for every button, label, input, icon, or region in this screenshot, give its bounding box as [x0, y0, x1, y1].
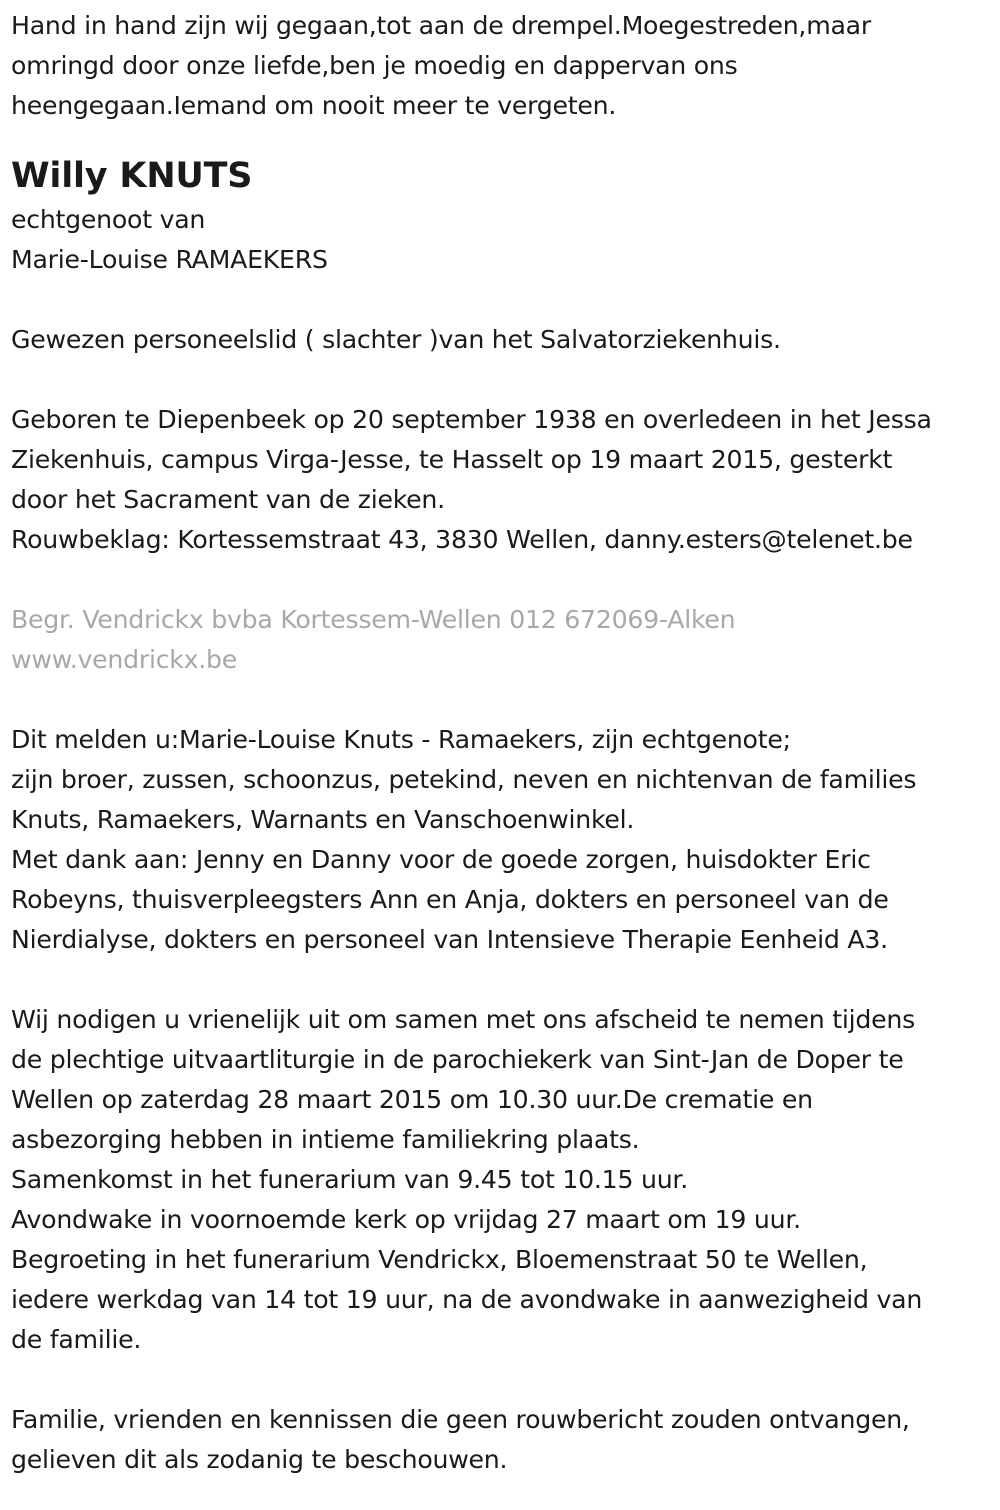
thanks-line: Nierdialyse, dokters en personeel van Intensieve Therapie Eenheid A3.: [11, 925, 888, 954]
deceased-block: [11, 152, 992, 280]
ceremony-line: de familie.: [11, 1325, 142, 1354]
ceremony-line: asbezorging hebben in intieme familiekring plaats.: [11, 1125, 640, 1154]
ceremony-line: Begroeting in het funerarium Vendrickx, Bloemenstraat 50 te Wellen,: [11, 1245, 868, 1274]
deceased-name: Willy KNUTS: [11, 156, 253, 196]
undertaker-block: [11, 600, 992, 680]
ceremony-line: Wellen op zaterdag 28 maart 2015 om 10.30 uur.De crematie en: [11, 1085, 813, 1114]
announcement-line: zijn broer, zussen, schoonzus, petekind, neven en nichtenvan de families: [11, 765, 917, 794]
ceremony-line: Wij nodigen u vrienelijk uit om samen met ons afscheid te nemen tijdens: [11, 1005, 915, 1034]
motto-line: omringd door onze liefde,ben je moedig en dappervan ons: [11, 51, 738, 80]
announcement-block: [11, 720, 992, 960]
ceremony-block: [11, 1000, 992, 1360]
birth-death-line: door het Sacrament van de zieken.: [11, 485, 445, 514]
occupation-text: Gewezen personeelslid ( slachter )van het Salvatorziekenhuis.: [11, 325, 781, 354]
ceremony-line: iedere werkdag van 14 tot 19 uur, na de avondwake in aanwezigheid van: [11, 1285, 923, 1314]
spacer: [11, 960, 992, 1000]
thanks-line: Met dank aan: Jenny en Danny voor de goede zorgen, huisdokter Eric: [11, 845, 871, 874]
spouse-name: Marie-Louise RAMAEKERS: [11, 245, 328, 274]
closing-line: Familie, vrienden en kennissen die geen rouwbericht zouden ontvangen,: [11, 1405, 910, 1434]
birth-death-block: [11, 400, 992, 560]
announcement-line: Dit melden u:Marie-Louise Knuts - Ramaekers, zijn echtgenote;: [11, 725, 791, 754]
spacer: [11, 126, 992, 152]
closing-line: gelieven dit als zodanig te beschouwen.: [11, 1445, 508, 1474]
condolence-address: Rouwbeklag: Kortessemstraat 43, 3830 Wellen, danny.esters@telenet.be: [11, 525, 913, 554]
motto-line: Hand in hand zijn wij gegaan,tot aan de drempel.Moegestreden,maar: [11, 11, 871, 40]
spacer: [11, 1360, 992, 1400]
spacer: [11, 360, 992, 400]
spacer: [11, 680, 992, 720]
undertaker-website: www.vendrickx.be: [11, 645, 238, 674]
announcement-line: Knuts, Ramaekers, Warnants en Vanschoenwinkel.: [11, 805, 635, 834]
birth-death-line: Ziekenhuis, campus Virga-Jesse, te Hasselt op 19 maart 2015, gesterkt: [11, 445, 893, 474]
closing-block: [11, 1400, 992, 1480]
ceremony-line: Samenkomst in het funerarium van 9.45 tot 10.15 uur.: [11, 1165, 688, 1194]
ceremony-line: de plechtige uitvaartliturgie in de parochiekerk van Sint-Jan de Doper te: [11, 1045, 904, 1074]
ceremony-line: Avondwake in voornoemde kerk op vrijdag 27 maart om 19 uur.: [11, 1205, 801, 1234]
spacer: [11, 280, 992, 320]
motto-line: heengegaan.Iemand om nooit meer te vergeten.: [11, 91, 617, 120]
motto-block: [11, 6, 992, 126]
undertaker-info: Begr. Vendrickx bvba Kortessem-Wellen 012 672069-Alken: [11, 605, 736, 634]
thanks-line: Robeyns, thuisverpleegsters Ann en Anja, dokters en personeel van de: [11, 885, 889, 914]
spacer: [11, 560, 992, 600]
relation-label: echtgenoot van: [11, 205, 206, 234]
birth-death-line: Geboren te Diepenbeek op 20 september 1938 en overledeen in het Jessa: [11, 405, 932, 434]
